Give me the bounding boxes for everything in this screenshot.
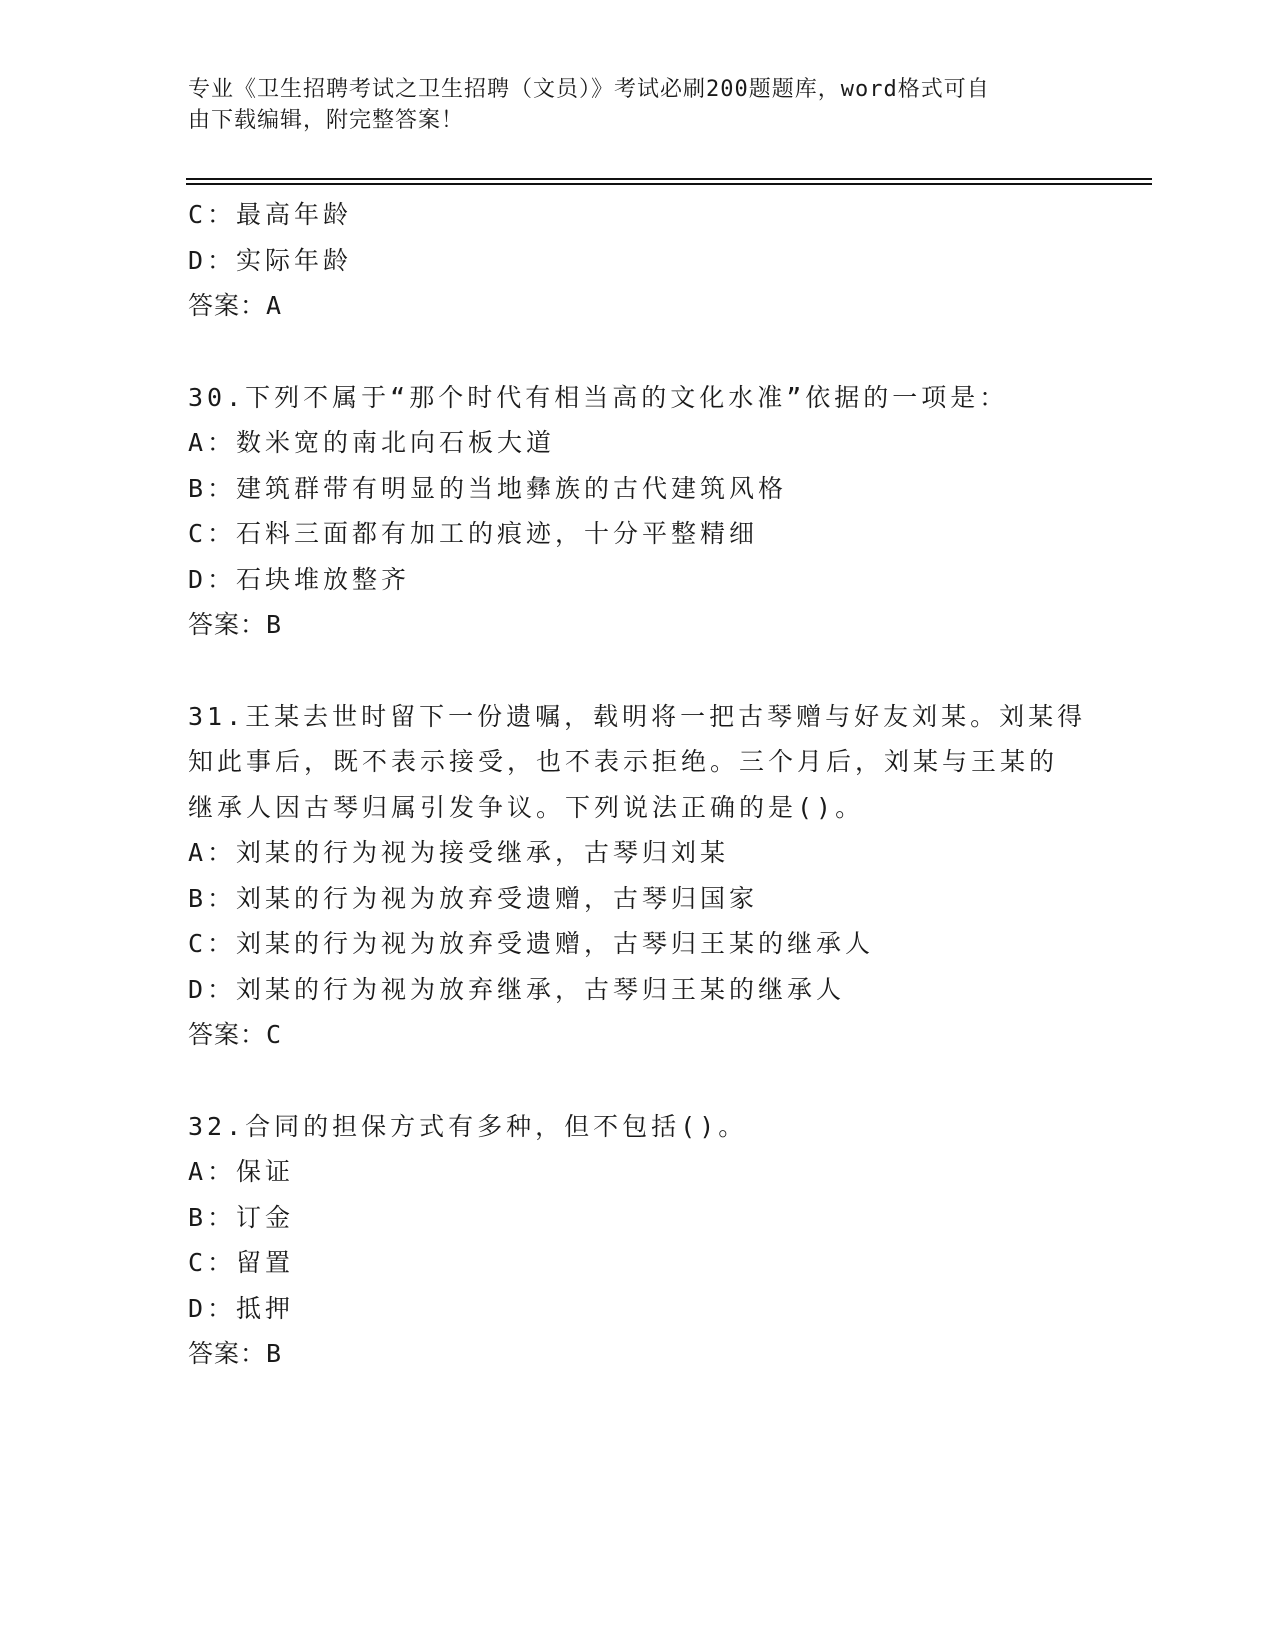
answer: 答案：A [188, 291, 283, 320]
header-line-2: 由下载编辑，附完整答案！ [188, 108, 465, 133]
option-c: C：刘某的行为视为放弃受遗赠，古琴归王某的继承人 [188, 929, 875, 958]
spacer [188, 1058, 1088, 1104]
option-c: C：最高年龄 [188, 200, 353, 229]
document-body [188, 192, 1088, 1377]
option-b: B：刘某的行为视为放弃受遗赠，古琴归国家 [188, 883, 759, 913]
question-text: 32.合同的担保方式有多种，但不包括()。 [188, 1111, 748, 1141]
question-text-line-1: 31.王某去世时留下一份遗嘱，载明将一把古琴赠与好友刘某。刘某得 [188, 701, 1087, 731]
question-31 [188, 694, 1088, 1058]
document-header [188, 74, 1068, 136]
option-c: C：留置 [188, 1248, 295, 1277]
option-d: D：抵押 [188, 1293, 295, 1323]
header-line-1: 专业《卫生招聘考试之卫生招聘（文员）》考试必刷200题题库，word格式可自 [188, 77, 990, 102]
header-rule-bottom [186, 183, 1152, 185]
answer: 答案：B [188, 1339, 283, 1368]
option-a: A：数米宽的南北向石板大道 [188, 428, 556, 457]
question-text-line-2: 知此事后，既不表示接受，也不表示拒绝。三个月后，刘某与王某的 [188, 747, 1059, 776]
answer: 答案：C [188, 1020, 283, 1049]
question-text-line-3: 继承人因古琴归属引发争议。下列说法正确的是()。 [188, 792, 865, 822]
option-d: D：石块堆放整齐 [188, 564, 411, 594]
option-d: D：实际年龄 [188, 245, 353, 275]
option-b: B：建筑群带有明显的当地彝族的古代建筑风格 [188, 473, 788, 503]
option-c: C：石料三面都有加工的痕迹，十分平整精细 [188, 519, 759, 548]
previous-question-tail [188, 192, 1088, 329]
question-32 [188, 1104, 1088, 1377]
option-a: A：保证 [188, 1157, 295, 1186]
spacer [188, 648, 1088, 694]
option-b: B：订金 [188, 1202, 295, 1232]
question-30 [188, 375, 1088, 648]
header-rule-top [186, 178, 1152, 180]
spacer [188, 329, 1088, 375]
option-a: A：刘某的行为视为接受继承，古琴归刘某 [188, 838, 730, 867]
question-text: 30.下列不属于“那个时代有相当高的文化水准”依据的一项是： [188, 382, 1009, 412]
answer: 答案：B [188, 610, 283, 639]
option-d: D：刘某的行为视为放弃继承，古琴归王某的继承人 [188, 974, 846, 1004]
